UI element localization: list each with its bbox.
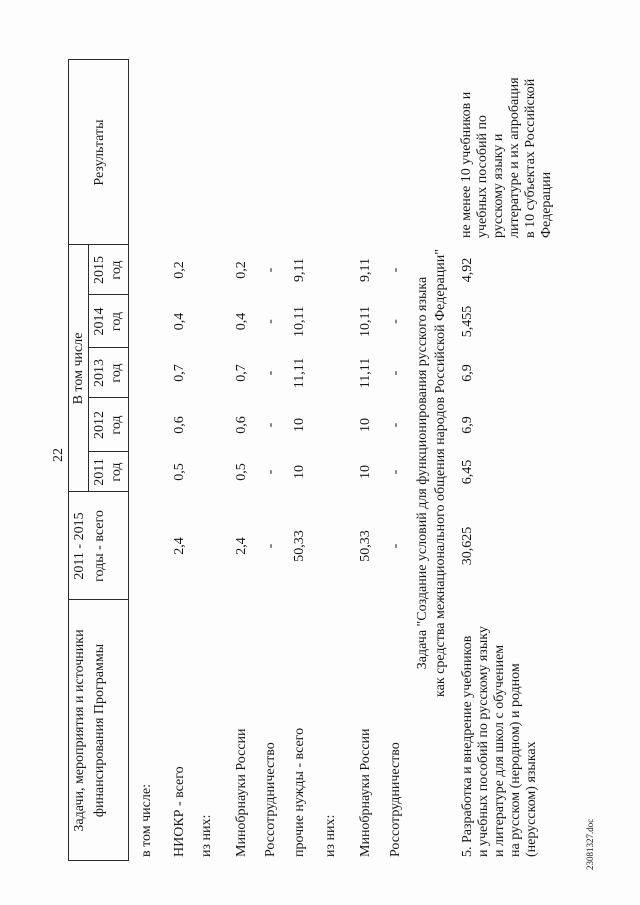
- table-header-total: 2011 - 2015: [72, 512, 87, 580]
- page-number: 22: [51, 448, 66, 462]
- table-row: [172, 0, 188, 905]
- table-rule-including: [88, 245, 89, 492]
- table-header-year-unit: год: [109, 363, 124, 383]
- row-label: прочие нужды - всего: [292, 727, 307, 857]
- row-value-2013: 0,7: [234, 364, 249, 382]
- row-value-2013: 11,11: [292, 357, 307, 389]
- table-row: [234, 0, 250, 905]
- row-value-2011: -: [388, 469, 403, 475]
- row-label: Минобрнауки России: [234, 728, 249, 857]
- item-label-line: на русском (неродном) и родном: [508, 663, 523, 857]
- row-value-total: 50,33: [292, 530, 307, 562]
- item-label-line: и учебных пособий по русскому языку: [476, 626, 491, 857]
- item-result-line: не менее 10 учебников и: [459, 91, 474, 238]
- row-value-2011: 0,5: [234, 463, 249, 481]
- row-value-2013: 11,11: [358, 357, 373, 389]
- row-value-2014: 10,11: [358, 306, 373, 337]
- row-value-2013: -: [263, 370, 278, 376]
- item-result-line: в 10 субъектах Российской: [523, 78, 538, 238]
- table-header-year: 2013: [92, 359, 107, 387]
- row-value-2011: -: [263, 469, 278, 475]
- row-label: Россотрудничество: [388, 742, 403, 857]
- item-label-line: и литературе для школ с обучением: [492, 644, 507, 857]
- table-header-year: 2015: [92, 256, 107, 284]
- row-value-total: 2,4: [172, 537, 187, 555]
- table-header-year: 2014: [92, 307, 107, 336]
- table-row: [388, 0, 404, 905]
- table-header-including: В том числе: [71, 332, 86, 405]
- footer-filename: 23081327.doc: [585, 818, 595, 870]
- item-value-2011: 6,45: [460, 459, 475, 485]
- table-header-year: 2012: [92, 411, 107, 439]
- table-header-year: 2011: [92, 458, 107, 486]
- row-label: Россотрудничество: [263, 742, 278, 857]
- row-value-2012: 10: [358, 418, 373, 432]
- row-value-total: -: [263, 543, 278, 549]
- row-label: в том числе:: [139, 784, 154, 857]
- row-value-2014: 10,11: [292, 306, 307, 337]
- row-value-2011: 10: [358, 465, 373, 479]
- item-label-line: (нерусском) языках: [524, 741, 539, 857]
- row-value-2014: 0,4: [172, 312, 187, 331]
- table-row: [263, 0, 279, 905]
- row-value-2015: 9,11: [358, 258, 373, 282]
- row-value-2014: -: [388, 319, 403, 324]
- table-rule-header-bottom: [128, 60, 129, 861]
- table-row: [292, 0, 308, 905]
- row-label: Минобрнауки России: [358, 728, 373, 857]
- item-value-total: 30,625: [460, 526, 475, 566]
- row-value-2012: 0,6: [172, 416, 187, 434]
- row-label: из них:: [199, 814, 214, 857]
- table-header-year-unit: год: [109, 311, 124, 332]
- table-header-year-unit: год: [109, 260, 124, 280]
- row-value-2012: -: [263, 422, 278, 428]
- row-value-2015: 0,2: [172, 261, 187, 279]
- table-header-results: Результаты: [92, 119, 107, 186]
- section-title: [414, 85, 450, 861]
- table-row: [358, 0, 374, 905]
- row-value-2015: -: [263, 267, 278, 273]
- section-title-line: как средства межнационального общения народов Российской Федерации": [433, 249, 448, 697]
- table-header-total: годы - всего: [92, 510, 107, 582]
- row-value-2012: 0,6: [234, 416, 249, 434]
- table-header-tasks: финансирования Программы: [92, 643, 107, 818]
- row-value-2013: -: [388, 370, 403, 376]
- item-value-2013: 6,9: [460, 364, 475, 382]
- item-result-line: Федерации: [539, 171, 554, 238]
- row-value-2015: 0,2: [234, 261, 249, 279]
- item-label-line: 5. Разработка и внедрение учебников: [460, 635, 475, 857]
- section-title-line: Задача "Создание условий для функционирования русского языка: [415, 276, 430, 670]
- row-value-2012: 10: [292, 418, 307, 432]
- table-row: [139, 0, 155, 905]
- table-header-year-unit: год: [109, 415, 124, 435]
- item-result-line: литературе и их апробация: [507, 77, 522, 238]
- table-header-tasks: Задачи, мероприятия и источники: [72, 629, 87, 832]
- row-value-total: 2,4: [234, 537, 249, 555]
- row-value-2011: 0,5: [172, 463, 187, 481]
- row-value-2015: 9,11: [292, 258, 307, 282]
- table-row: [199, 0, 215, 905]
- table-header-year-unit: год: [109, 462, 124, 482]
- table-row: [323, 0, 339, 905]
- item-value-2012: 6,9: [460, 416, 475, 434]
- item-value-2015: 4,92: [460, 257, 475, 283]
- row-value-2013: 0,7: [172, 364, 187, 382]
- row-value-total: 50,33: [358, 530, 373, 562]
- row-value-total: -: [388, 543, 403, 549]
- row-label: из них:: [323, 814, 338, 857]
- row-label: НИОКР - всего: [172, 766, 187, 857]
- item-result: [459, 77, 555, 238]
- row-value-2012: -: [388, 422, 403, 428]
- item-result-line: учебных пособий по: [475, 115, 490, 238]
- row-value-2011: 10: [292, 465, 307, 479]
- item-value-2014: 5,455: [460, 305, 475, 338]
- row-value-2015: -: [388, 267, 403, 273]
- row-value-2014: -: [263, 319, 278, 324]
- row-value-2014: 0,4: [234, 312, 249, 331]
- item-result-line: русскому языку и: [491, 133, 506, 238]
